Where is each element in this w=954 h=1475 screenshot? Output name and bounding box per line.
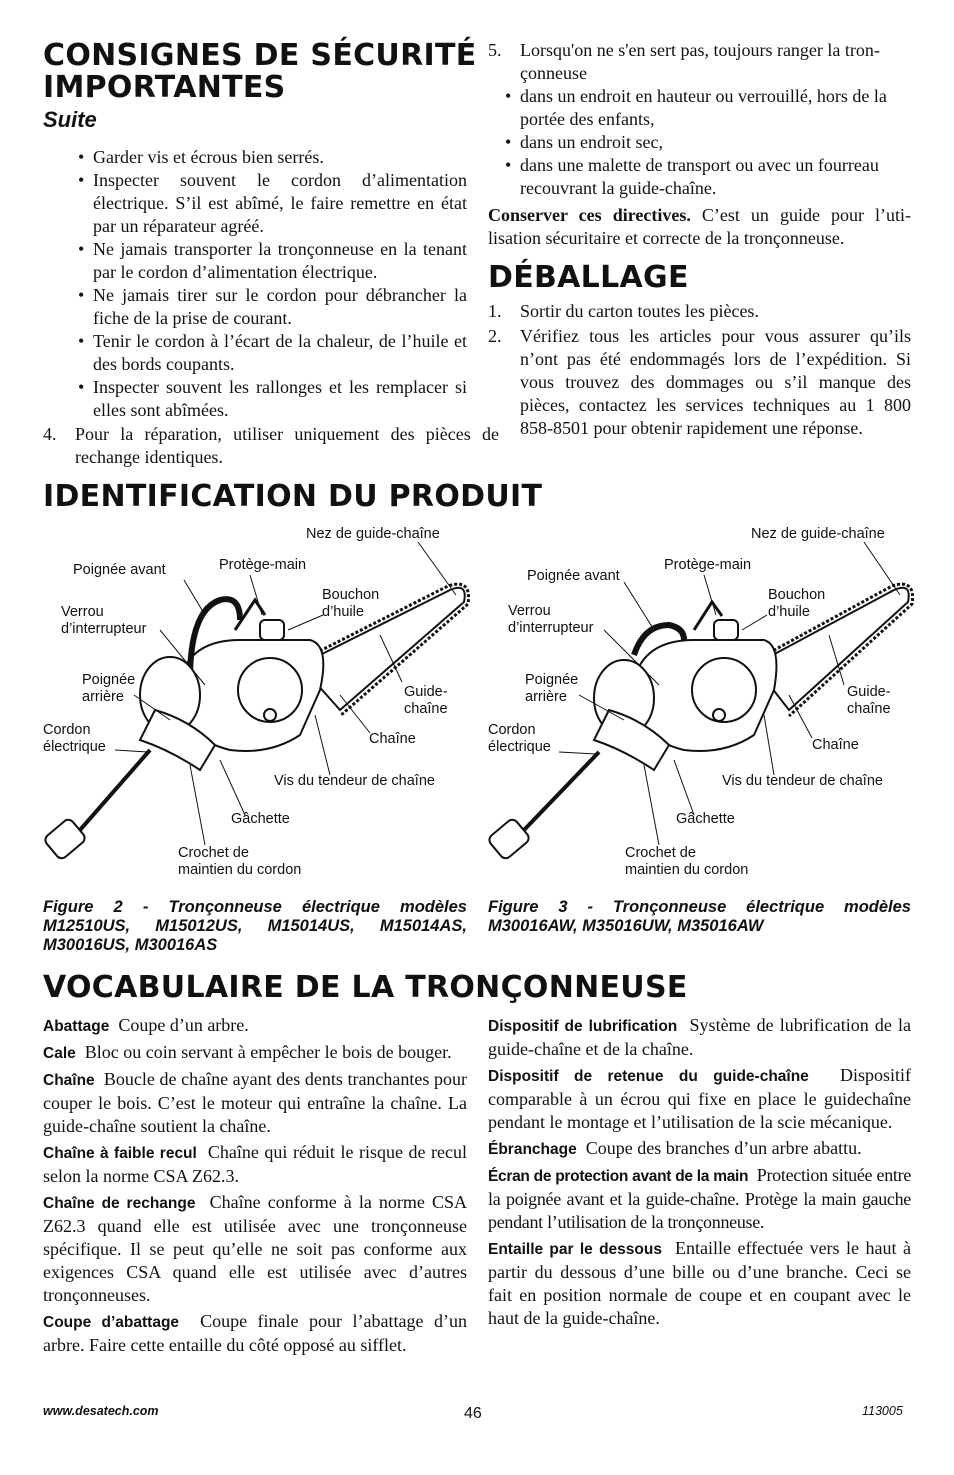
vocab-entry: [43, 1141, 467, 1188]
vocab-term: Chaîne: [43, 1072, 95, 1089]
label-nez: Nez de guide-chaîne: [751, 526, 885, 542]
vocab-term: Cale: [43, 1045, 76, 1062]
safety-subtitle: Suite: [43, 107, 97, 132]
vocab-definition: Coupe d’un arbre.: [118, 1015, 249, 1035]
deballage-title: DÉBALLAGE: [488, 260, 689, 295]
vocab-definition: Chaîne qui réduit le risque de recul selon la norme CSA Z62.3.: [43, 1142, 467, 1186]
vocab-entry: [43, 1191, 467, 1307]
label-guide-chaine: Guide- chaîne: [847, 684, 891, 717]
vocab-definition: Chaîne conforme à la norme CSA Z62.3 quand elle est utilisée avec une tronçonneuse spécifique. Il se peut qu’elle ne soit pas conforme aux exigences CSA quand elle est utilisée avec d’autres tronçonneuses.: [43, 1192, 467, 1305]
list-item: • dans un endroit en hauteur ou verrouillé, hors de la portée des enfants,: [502, 85, 911, 131]
list-item: • Tenir le cordon à l’écart de la chaleur, de l’huile et des bords coupants.: [75, 330, 467, 376]
item-number: 1.: [488, 301, 502, 321]
page-number: 46: [464, 1405, 482, 1422]
vocab-term: Ébranchage: [488, 1141, 577, 1158]
list-item: • Inspecter souvent les rallonges et les remplacer si elles sont abîmées.: [75, 376, 467, 422]
list-item: • Ne jamais tirer sur le cordon pour débrancher la fiche de la prise de courant.: [75, 284, 467, 330]
figure-2-caption: Figure 2 - Tronçonneuse électrique modèles M12510US, M15012US, M15014US, M15014AS, M30016US, M30016AS: [43, 898, 467, 954]
safety-title-line2: IMPORTANTES: [43, 70, 286, 105]
label-gachette: Gâchette: [676, 811, 735, 827]
vocab-term: Dispositif de lubrification: [488, 1018, 678, 1035]
item-text: Lorsqu'on ne s'en sert pas, toujours ranger la tronçonneuse: [520, 40, 880, 83]
item-text: Vérifiez tous les articles pour vous assurer qu’ils n’ont pas été endommagés lors de l’expédition. Si vous trouvez des dommages ou s’il manque des pièces, contactez les services techniques au 1 800 858-8501 pour obtenir rapidement une réponse.: [520, 326, 911, 438]
vocab-definition: Coupe des branches d’un arbre abattu.: [585, 1138, 862, 1158]
label-poignee-avant: Poignée avant: [73, 562, 166, 578]
item-text: Sortir du carton toutes les pièces.: [520, 301, 759, 321]
vocab-entry: [43, 1310, 467, 1357]
vocab-definition: Protection située entre la poignée avant et la guide-chaîne. Protège la main gauche pendant l’utilisation de la tronçonneuse.: [488, 1165, 912, 1232]
vocab-definition: Bloc ou coin servant à empêcher le bois de bouger.: [84, 1042, 452, 1062]
list-item: • dans une malette de transport ou avec un fourreau recouvrant la guide-chaîne.: [502, 154, 911, 200]
label-chaine: Chaîne: [369, 731, 416, 747]
label-vis: Vis du tendeur de chaîne: [722, 773, 883, 789]
label-chaine: Chaîne: [812, 737, 859, 753]
item-number: 4.: [43, 424, 57, 444]
list-item: • Garder vis et écrous bien serrés.: [75, 146, 467, 169]
label-poignee-arriere: Poignée arrière: [82, 672, 136, 705]
vocab-term: Abattage: [43, 1018, 110, 1035]
conserve-text: C’est un guide pour l’utilisation sécuritaire et correcte de la tronçonneuse.: [488, 205, 911, 248]
vocab-definition: Boucle de chaîne ayant des dents tranchantes pour couper le bois. C’est le moteur qui entraîne la chaîne. La guide-chaîne soutient la chaîne.: [43, 1069, 467, 1136]
label-bouchon: Bouchon d’huile: [768, 587, 826, 620]
label-protege-main: Protège-main: [219, 557, 307, 573]
safety-title-line1: CONSIGNES DE SÉCURITÉ: [43, 38, 477, 73]
label-cordon: Cordon électrique: [43, 722, 106, 755]
label-crochet: Crochet de maintien du cordon: [178, 845, 302, 878]
vocabulary-right-column: [488, 1014, 911, 1333]
conserve-bold: Conserver ces directives.: [488, 205, 691, 225]
footer-code: 113005: [862, 1404, 903, 1418]
deballage-list: [488, 300, 911, 440]
figure-3-caption: Figure 3 - Tronçonneuse électrique modèles M30016AW, M35016UW, M35016AW: [488, 898, 911, 935]
safety-item-5: [488, 39, 911, 200]
vocab-definition: Entaille effectuée vers le haut à partir du dessous d’une bille ou d’une branche. Ceci se fait en position normale de coupe et en coupant avec le haut de la guide-chaîne.: [488, 1238, 912, 1328]
footer-website: www.desatech.com: [43, 1404, 159, 1418]
safety-title: [43, 40, 477, 104]
vocabulary-left-column: [43, 1014, 467, 1360]
vocab-term: Entaille par le dessous: [488, 1241, 662, 1258]
label-verrou: Verrou d’interrupteur: [61, 604, 147, 637]
label-verrou: Verrou d’interrupteur: [508, 603, 594, 636]
item-text: Pour la réparation, utiliser uniquement des pièces de rechange identiques.: [75, 424, 499, 467]
conserve-paragraph: [488, 204, 911, 250]
label-nez: Nez de guide-chaîne: [306, 526, 440, 542]
label-poignee-avant: Poignée avant: [527, 568, 620, 584]
vocab-term: Coupe d’abattage: [43, 1314, 180, 1331]
vocab-term: Chaîne à faible recul: [43, 1145, 197, 1162]
label-bouchon: Bouchon d’huile: [322, 587, 380, 620]
list-item: • Inspecter souvent le cordon d’alimentation électrique. S’il est abîmé, le faire remettre en état par un réparateur agréé.: [75, 169, 467, 238]
vocab-entry: [43, 1041, 467, 1065]
label-vis: Vis du tendeur de chaîne: [274, 773, 435, 789]
list-item: • Ne jamais transporter la tronçonneuse en la tenant par le cordon d’alimentation électrique.: [75, 238, 467, 284]
label-cordon: Cordon électrique: [488, 722, 551, 755]
vocabulaire-title: VOCABULAIRE DE LA TRONÇONNEUSE: [43, 970, 688, 1005]
vocab-term: Dispositif de retenue du guide-chaîne: [488, 1068, 809, 1085]
list-item: • dans un endroit sec,: [502, 131, 911, 154]
identification-title: IDENTIFICATION DU PRODUIT: [43, 479, 543, 514]
label-crochet: Crochet de maintien du cordon: [625, 845, 749, 878]
safety-bullet-list: [75, 146, 467, 422]
vocab-entry: [488, 1014, 911, 1061]
item-number: 5.: [488, 40, 502, 60]
label-gachette: Gâchette: [231, 811, 290, 827]
label-guide-chaine: Guide- chaîne: [404, 684, 448, 717]
vocab-definition: Dispositif comparable à un écrou qui fixe en place le guidechaîne pendant le montage et l’utilisation de la scie mécanique.: [488, 1065, 912, 1132]
vocab-entry: [488, 1137, 911, 1161]
vocab-entry: [488, 1064, 911, 1134]
vocab-entry: [488, 1237, 911, 1330]
list-item: [488, 325, 911, 440]
vocab-definition: Système de lubrification de la guide-chaîne et de la chaîne.: [488, 1015, 912, 1059]
vocab-entry: [488, 1164, 911, 1234]
item-number: 2.: [488, 326, 502, 346]
vocab-entry: [43, 1068, 467, 1138]
vocab-definition: Coupe finale pour l’abattage d’un arbre. Faire cette entaille du côté opposé au sifflet.: [43, 1311, 467, 1355]
list-item: [488, 300, 911, 323]
label-poignee-arriere: Poignée arrière: [525, 672, 579, 705]
vocab-term: Écran de protection avant de la main: [488, 1168, 749, 1185]
safety-item-4: [43, 423, 499, 469]
label-protege-main: Protège-main: [664, 557, 752, 573]
vocab-entry: [43, 1014, 467, 1038]
vocab-term: Chaîne de rechange: [43, 1195, 196, 1212]
